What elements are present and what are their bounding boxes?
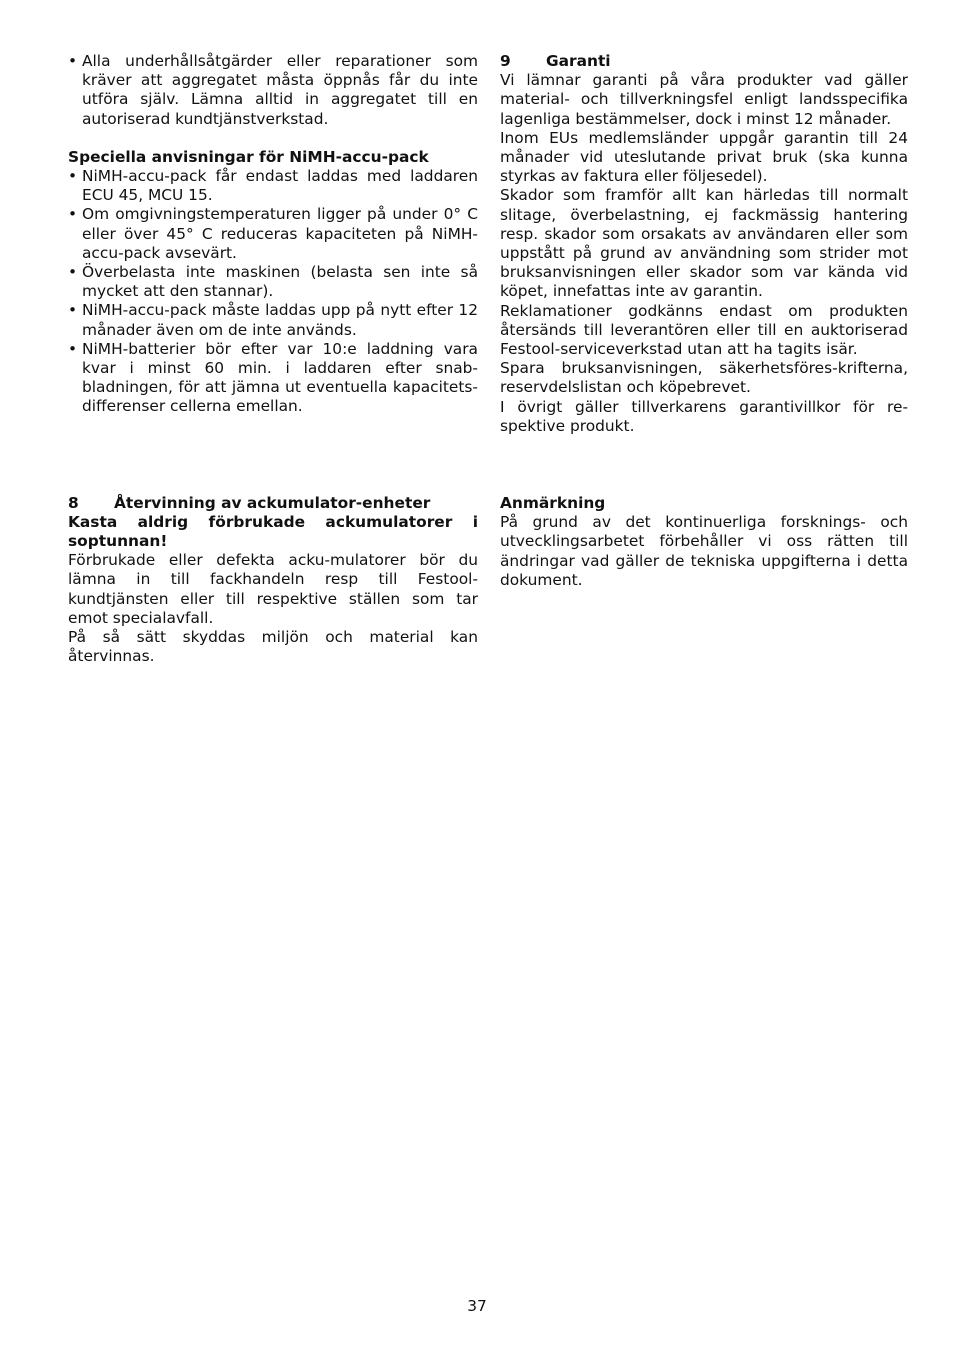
section-9-heading: [500, 52, 908, 71]
section-9-paragraph: Vi lämnar garanti på våra produkter vad gäller material- och tillverkningsfel enligt landsspecifika lagenliga bestämmelser, dock i minst 12 månader.: [500, 71, 908, 128]
section-9-paragraph: Inom EUs medlemsländer uppgår garantin till 24 månader vid uteslutande privat bruk (ska kunna styrkas av faktura eller följesedel).: [500, 128, 908, 186]
section-8-warning: Kasta aldrig förbrukade ackumulatorer i soptunnan!: [68, 512, 478, 551]
section-9-paragraph: I övrigt gäller tillverkarens garantivillkor för re-spektive produkt.: [500, 397, 908, 435]
page-number: 37: [467, 1297, 487, 1315]
list-item: • NiMH-accu-pack får endast laddas med laddaren ECU 45, MCU 15.: [68, 167, 478, 205]
section-title: Garanti: [546, 52, 611, 70]
list-item: • NiMH-batterier bör efter var 10:e laddning vara kvar i minst 60 min. i laddaren efter snab-bladningen, för att jämna ut eventuella kapacitets-differenser cellerna emellan.: [68, 340, 478, 417]
list-item: • NiMH-accu-pack måste laddas upp på nytt efter 12 månader även om de inte används.: [68, 301, 478, 339]
section-9-paragraph: Spara bruksanvisningen, säkerhetsföres-krifterna, reservdelslistan och köpebrevet.: [500, 359, 908, 397]
nimh-heading: Speciella anvisningar för NiMH-accu-pack: [68, 147, 429, 166]
section-9-paragraph: Reklamationer godkänns endast om produkten återsänds till leverantören eller till en auktoriserad Festool-serviceverkstad utan att ha tagits isär.: [500, 301, 908, 359]
intro-bullet-list: [68, 52, 478, 129]
left-column: [68, 52, 478, 666]
list-item: • Om omgivningstemperaturen ligger på under 0° C eller över 45° C reduceras kapaciteten på NiMH-accu-pack avsevärt.: [68, 205, 478, 263]
section-8-paragraph: På så sätt skyddas miljön och material kan återvinnas.: [68, 628, 478, 666]
section-title: Återvinning av ackumulator-enheter: [114, 493, 431, 512]
section-number: 9: [500, 52, 511, 70]
list-item: • Överbelasta inte maskinen (belasta sen inte så mycket att den stannar).: [68, 263, 478, 301]
remark-text: På grund av det kontinuerliga forsknings- och utvecklingsarbetet förbehåller vi oss rätten till ändringar vad gäller de tekniska uppgifterna i detta dokument.: [500, 513, 908, 589]
remark-heading: Anmärkning: [500, 494, 606, 513]
section-8-heading: [68, 494, 478, 513]
section-8-paragraph: Förbrukade eller defekta acku-mulatorer bör du lämna in till fackhandeln resp till Festool-kundtjänsten eller till respektive ställen som tar emot specialavfall.: [68, 551, 478, 627]
section-9-paragraph: Skador som framför allt kan härledas till normalt slitage, överbelastning, ej fackmässig hantering resp. skador som orsakats av användaren eller som uppstått på grund av användning som strider mot bruksanvisningen eller skador som var kända vid köpet, innefattas inte av garantin.: [500, 186, 908, 301]
right-column: [500, 52, 908, 590]
list-item: • Alla underhållsåtgärder eller reparationer som kräver att aggregatet måsta öppnås får du inte utföra själv. Lämna alltid in aggregatet till en autoriserad kundtjänstverkstad.: [68, 52, 478, 129]
nimh-bullet-list: [68, 167, 478, 417]
section-number: 8: [68, 493, 79, 512]
